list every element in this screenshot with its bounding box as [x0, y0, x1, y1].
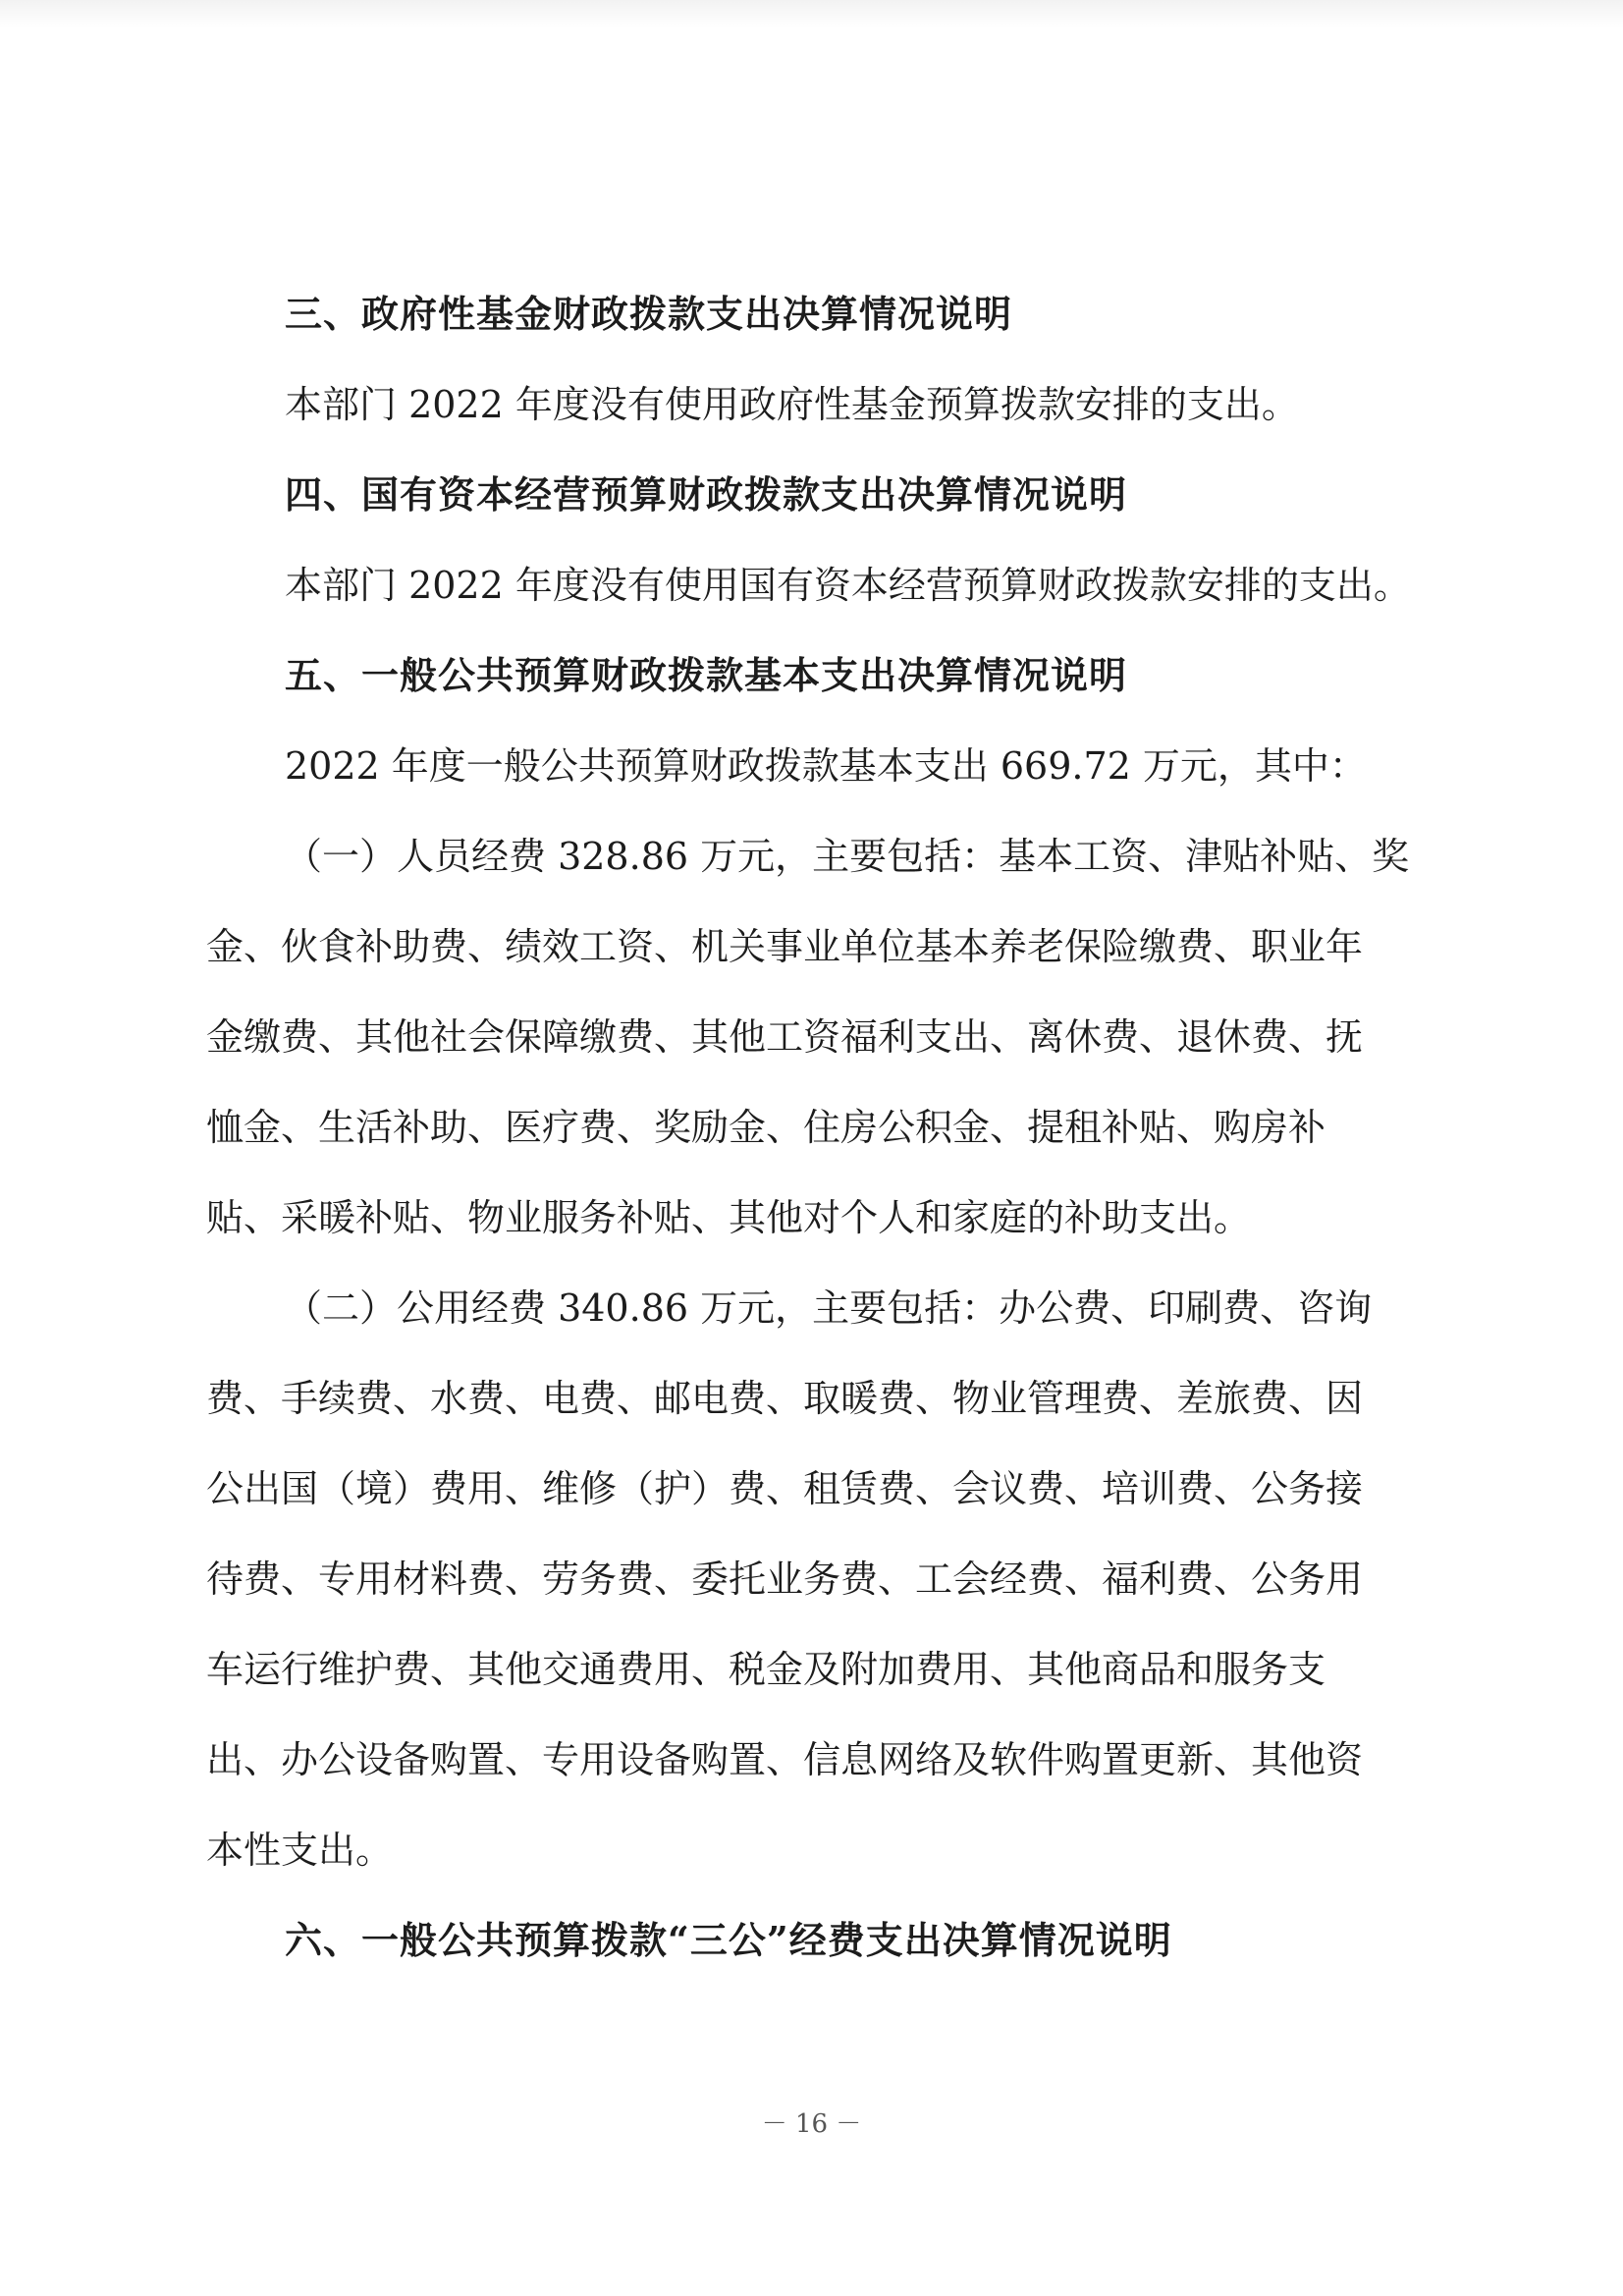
paragraph-line: 金缴费、其他社会保障缴费、其他工资福利支出、离休费、退休费、抚 [206, 1015, 1364, 1059]
paragraph-line: 待费、专用材料费、劳务费、委托业务费、工会经费、福利费、公务用 [206, 1558, 1364, 1601]
section-3-heading: 三、政府性基金财政拨款支出决算情况说明 [285, 292, 1013, 336]
paragraph-line: 本性支出。 [206, 1829, 394, 1872]
document-body [206, 285, 1419, 2001]
paragraph-line: 恤金、生活补助、医疗费、奖励金、住房公积金、提租补贴、购房补 [206, 1106, 1326, 1149]
section-5-intro: 2022 年度一般公共预算财政拨款基本支出 669.72 万元，其中： [285, 744, 1367, 788]
section-4-heading: 四、国有资本经营预算财政拨款支出决算情况说明 [285, 472, 1128, 517]
paragraph-line: （二）公用经费 340.86 万元，主要包括：办公费、印刷费、咨询 [285, 1286, 1373, 1330]
paragraph-line: 金、伙食补助费、绩效工资、机关事业单位基本养老保险缴费、职业年 [206, 925, 1364, 968]
paragraph-line: 出、办公设备购置、专用设备购置、信息网络及软件购置更新、其他资 [206, 1738, 1364, 1781]
section-6-heading: 六、一般公共预算拨款“三公”经费支出决算情况说明 [285, 1918, 1172, 1962]
section-4-text: 本部门 2022 年度没有使用国有资本经营预算财政拨款安排的支出。 [285, 564, 1411, 607]
page-number: － 16 － [761, 2109, 862, 2139]
personnel-expenses-paragraph [206, 827, 1419, 1279]
paragraph-line: 费、手续费、水费、电费、邮电费、取暖费、物业管理费、差旅费、因 [206, 1377, 1364, 1420]
section-3-text: 本部门 2022 年度没有使用政府性基金预算拨款安排的支出。 [285, 383, 1299, 426]
paragraph-line: （一）人员经费 328.86 万元，主要包括：基本工资、津贴补贴、奖 [285, 835, 1410, 878]
paragraph-line: 公出国（境）费用、维修（护）费、租赁费、会议费、培训费、公务接 [206, 1467, 1364, 1510]
paragraph-line: 车运行维护费、其他交通费用、税金及附加费用、其他商品和服务支 [206, 1648, 1326, 1691]
scan-edge-shadow [0, 0, 1623, 27]
section-5-heading: 五、一般公共预算财政拨款基本支出决算情况说明 [285, 653, 1128, 697]
paragraph-line: 贴、采暖补贴、物业服务补贴、其他对个人和家庭的补助支出。 [206, 1196, 1252, 1239]
public-expenses-paragraph [206, 1279, 1419, 1911]
